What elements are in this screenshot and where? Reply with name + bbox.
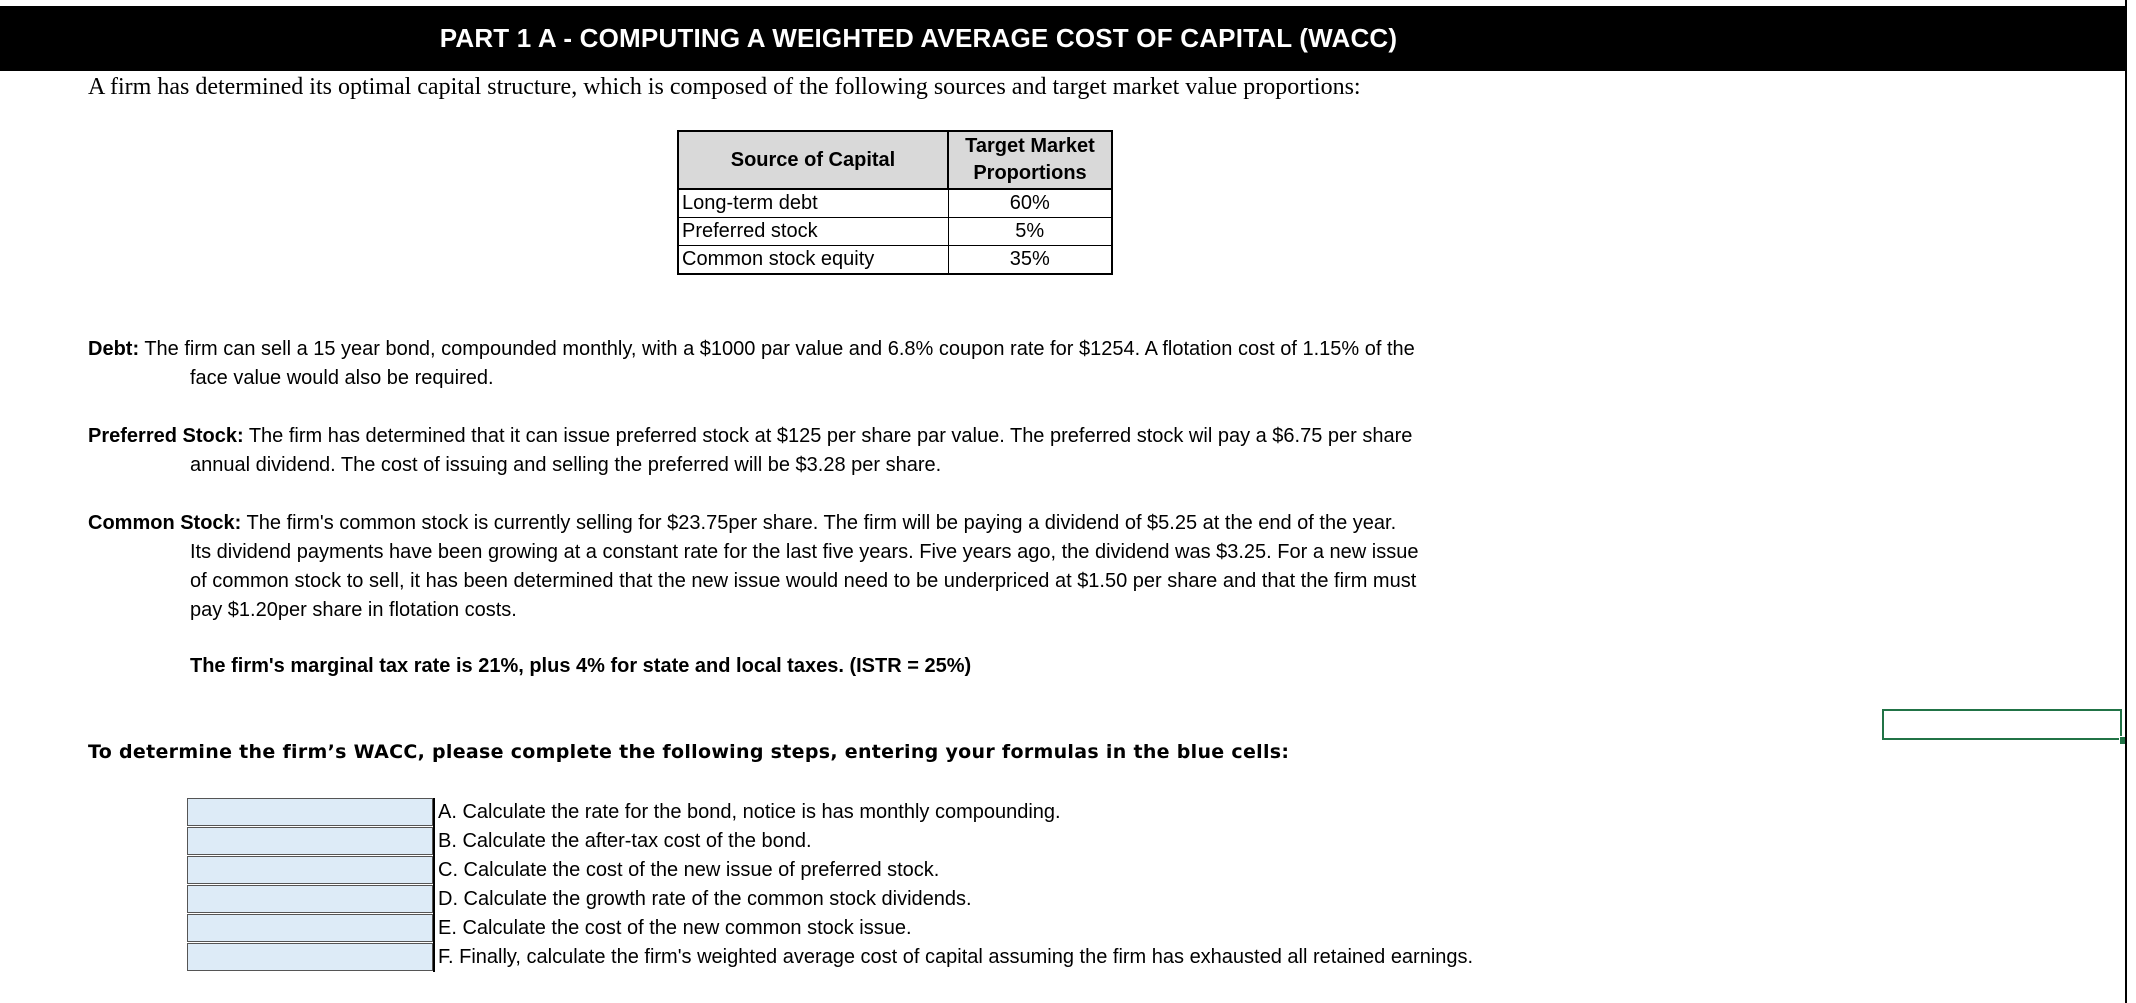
step-text-d[interactable]: D. Calculate the growth rate of the common stock dividends. (433, 885, 972, 914)
debt-paragraph[interactable] (88, 335, 1508, 393)
proportion-cell[interactable]: 60% (948, 189, 1112, 218)
common-paragraph[interactable] (88, 509, 1508, 625)
step-text-e[interactable]: E. Calculate the cost of the new common stock issue. (433, 914, 912, 943)
preferred-paragraph[interactable] (88, 422, 1508, 480)
step-row-e (187, 914, 1473, 943)
steps-title[interactable]: To determine the firm’s WACC, please complete the following steps, entering your formulas in the blue cells: (88, 741, 1290, 763)
step-row-c (187, 856, 1473, 885)
title-banner[interactable] (0, 6, 2127, 71)
capital-structure-table (677, 130, 1113, 275)
table-row (678, 246, 1112, 275)
selected-cell[interactable] (1882, 709, 2122, 740)
proportions-label: Proportions (973, 162, 1087, 184)
tax-rate-note[interactable]: The firm's marginal tax rate is 21%, plus 4% for state and local taxes. (ISTR = 25%) (190, 655, 972, 677)
target-market-label: Target Market (965, 135, 1095, 157)
step-row-b (187, 827, 1473, 856)
step-row-f (187, 943, 1473, 972)
common-line-4: pay $1.20per share in flotation costs. (190, 599, 517, 621)
source-cell[interactable]: Common stock equity (678, 246, 948, 275)
answer-cell-b[interactable] (187, 827, 433, 855)
debt-line-2: face value would also be required. (190, 367, 494, 389)
common-line-1: The firm's common stock is currently selling for $23.75per share. The firm will be paying a dividend of $5.25 at the end of the year. (246, 512, 1397, 534)
step-text-b[interactable]: B. Calculate the after-tax cost of the bond. (433, 827, 812, 856)
answer-cell-e[interactable] (187, 914, 433, 942)
step-text-c[interactable]: C. Calculate the cost of the new issue of preferred stock. (433, 856, 939, 885)
proportion-cell[interactable]: 35% (948, 246, 1112, 275)
table-row (678, 218, 1112, 246)
target-proportions-header[interactable] (948, 131, 1112, 189)
steps-list (187, 798, 1473, 972)
source-cell[interactable]: Preferred stock (678, 218, 948, 246)
step-row-a (187, 798, 1473, 827)
source-of-capital-header[interactable]: Source of Capital (678, 131, 948, 189)
answer-cell-c[interactable] (187, 856, 433, 884)
answer-cell-f[interactable] (187, 943, 433, 971)
step-row-d (187, 885, 1473, 914)
preferred-label: Preferred Stock: (88, 425, 244, 447)
table-row (678, 189, 1112, 218)
answer-cell-d[interactable] (187, 885, 433, 913)
common-line-3: of common stock to sell, it has been determined that the new issue would need to be underpriced at $1.50 per share and that the firm must (190, 570, 1417, 592)
source-cell[interactable]: Long-term debt (678, 189, 948, 218)
answer-cell-a[interactable] (187, 798, 433, 826)
preferred-line-2: annual dividend. The cost of issuing and selling the preferred will be $3.28 per share. (190, 454, 942, 476)
common-label: Common Stock: (88, 512, 242, 534)
debt-line-1: The firm can sell a 15 year bond, compounded monthly, with a $1000 par value and 6.8% coupon rate for $1254. A flotation cost of 1.15% of the (144, 338, 1415, 360)
proportion-cell[interactable]: 5% (948, 218, 1112, 246)
preferred-line-1: The firm has determined that it can issue preferred stock at $125 per share par value. The preferred stock wil pay a $6.75 per share (248, 425, 1413, 447)
common-line-2: Its dividend payments have been growing at a constant rate for the last five years. Five years ago, the dividend was $3.25. For a new issue (190, 541, 1419, 563)
step-text-f[interactable]: F. Finally, calculate the firm's weighted average cost of capital assuming the firm has exhausted all retained earnings. (433, 943, 1473, 972)
intro-text[interactable]: A firm has determined its optimal capital structure, which is composed of the following sources and target market value proportions: (88, 74, 1361, 100)
sheet-right-border (2125, 0, 2127, 1003)
debt-label: Debt: (88, 338, 140, 360)
page-title: PART 1 A - COMPUTING A WEIGHTED AVERAGE COST OF CAPITAL (WACC) (439, 23, 1398, 53)
step-text-a[interactable]: A. Calculate the rate for the bond, notice is has monthly compounding. (433, 798, 1061, 827)
